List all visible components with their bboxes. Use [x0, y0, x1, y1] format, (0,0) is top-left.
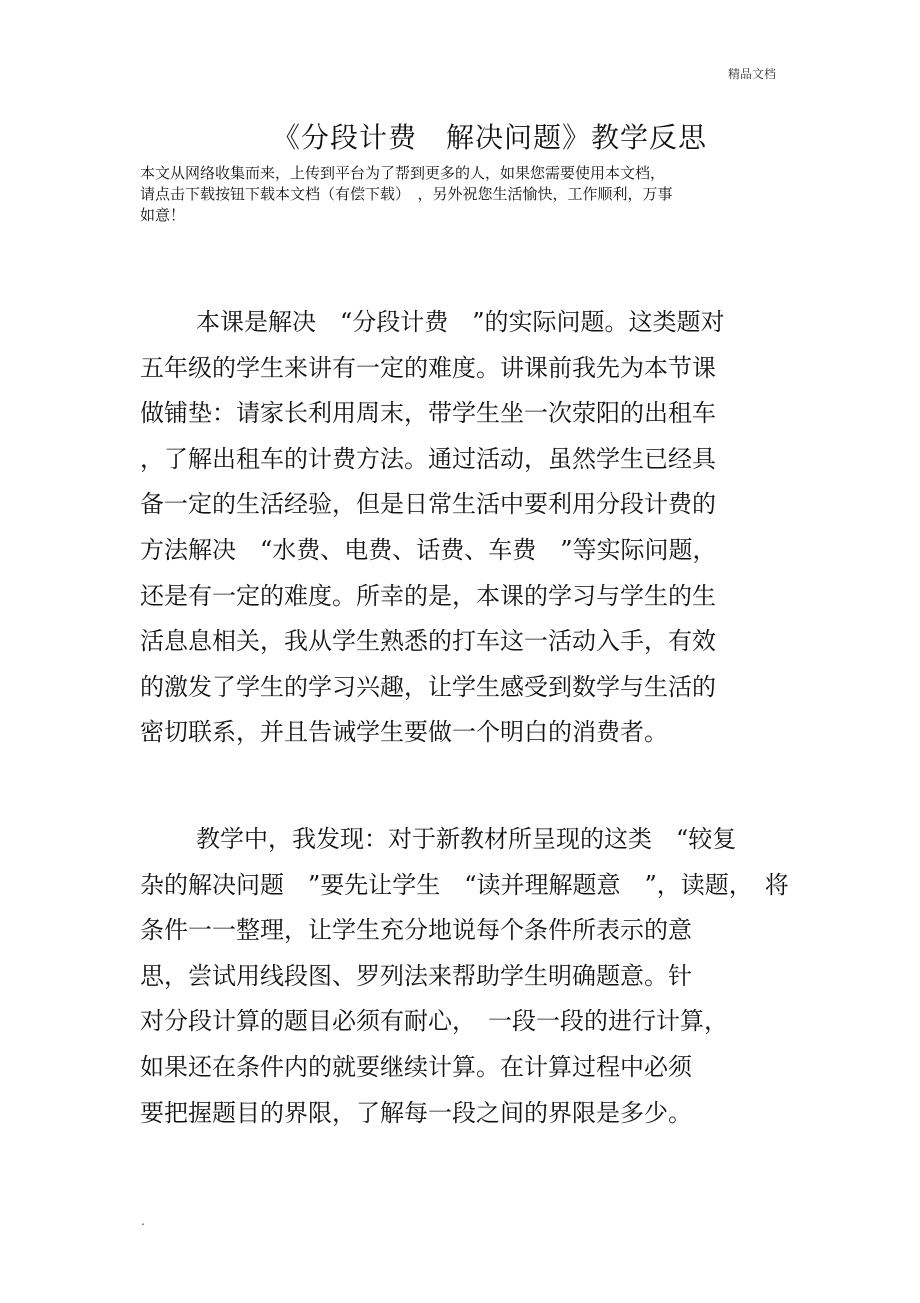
- paragraph-line: 方法解决 “水费、电费、话费、车费 ”等实际问题，: [140, 535, 717, 564]
- paragraph-line: 五年级的学生来讲有一定的难度。讲课前我先为本节课: [140, 353, 716, 382]
- header-mark: 精品文档: [728, 67, 777, 81]
- paragraph-line: 条件一一整理，让学生充分地说每个条件所表示的意: [140, 916, 692, 945]
- notice-line: 本文从网络收集而来，上传到平台为了帮到更多的人，如果您需要使用本文档，: [140, 164, 666, 182]
- footer-mark: .: [141, 1214, 145, 1228]
- paragraph-line: 做铺垫：请家长利用周末，带学生坐一次荥阳的出租车: [140, 399, 716, 428]
- paragraph-line: 还是有一定的难度。所幸的是，本课的学习与学生的生: [140, 581, 716, 610]
- paragraph-line: 备一定的生活经验，但是日常生活中要利用分段计费的: [140, 490, 716, 519]
- notice-line: 请点击下载按钮下载本文档（有偿下载） ，另外祝您生活愉快，工作顺利，万事: [140, 185, 673, 203]
- document-title: 《分段计费 解决问题》教学反思: [272, 121, 708, 154]
- paragraph-line: 教学中，我发现：对于新教材所呈现的这类 “较复: [196, 825, 737, 853]
- paragraph-line: 如果还在条件内的就要继续计算。在计算过程中必须: [140, 1052, 692, 1081]
- paragraph-line: 要把握题目的界限，了解每一段之间的界限是多少。: [140, 1098, 692, 1127]
- download-notice: [140, 163, 780, 226]
- paragraph-line: 思，尝试用线段图、罗列法来帮助学生明确题意。针: [140, 961, 692, 990]
- paragraph-line: 对分段计算的题目必须有耐心， 一段一段的进行计算，: [140, 1007, 728, 1036]
- paragraph-line: 杂的解决问题 ”要先让学生 “读并理解题意 ”，读题， 将: [140, 870, 789, 899]
- paragraph-2: [140, 817, 789, 1136]
- paragraph-line: 本课是解决 “分段计费 ”的实际问题。这类题对: [196, 308, 725, 336]
- paragraph-line: 活息息相关，我从学生熟悉的打车这一活动入手，有效: [140, 627, 716, 656]
- paragraph-line: 的激发了学生的学习兴趣，让学生感受到数学与生活的: [140, 672, 716, 701]
- paragraph-line: 密切联系，并且告诫学生要做一个明白的消费者。: [140, 718, 668, 747]
- paragraph-line: ，了解出租车的计费方法。通过活动，虽然学生已经具: [140, 444, 716, 473]
- paragraph-1: [140, 300, 780, 756]
- notice-line: 如意！: [140, 206, 186, 224]
